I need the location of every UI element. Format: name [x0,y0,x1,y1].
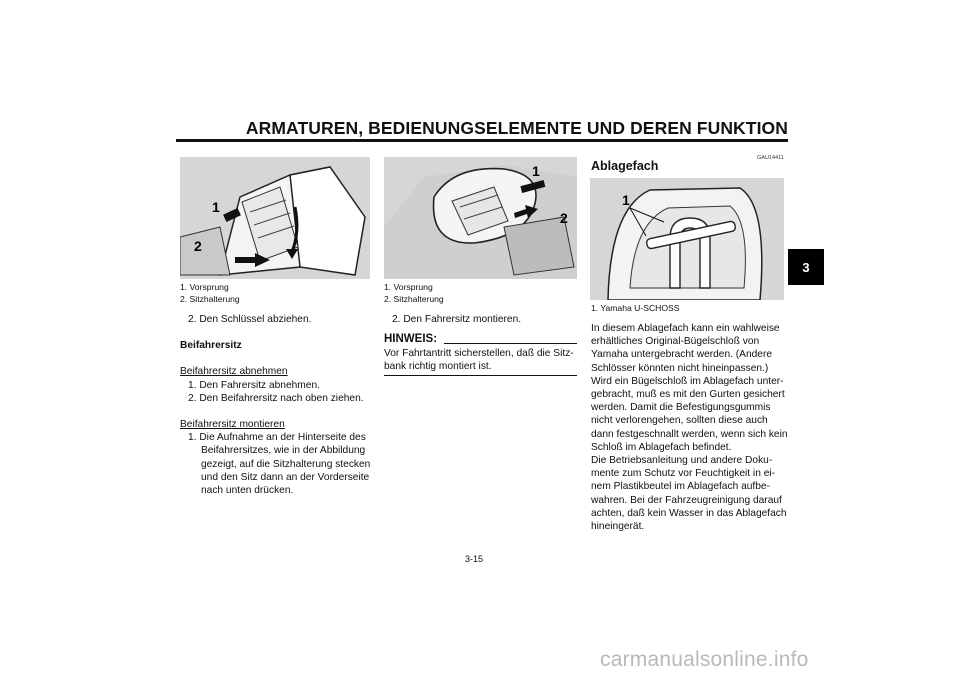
install-step-line: 1. Die Aufnahme an der Hinterseite des [188,432,366,444]
fig2-callout-2: 2 [560,210,568,226]
figure-3-illustration [590,178,784,300]
subheading-install: Beifahrersitz montieren [180,419,285,431]
figure-2-caption [384,282,444,305]
fig2-callout-1: 1 [532,163,540,179]
remove-step: 1. Den Fahrersitz abnehmen. [188,379,320,391]
note-top-rule [444,343,577,344]
watermark-link[interactable]: carmanualsonline.info [600,648,809,671]
body-line: nicht verlorengehen, sollten diese auch [591,415,768,427]
figure-rider-seat-mount [384,157,577,279]
install-step-line: nach unten drücken. [201,485,294,497]
caption-item: 1. Vorsprung [384,282,433,292]
caption-item: 1. Vorsprung [180,282,229,292]
note-body [384,347,579,373]
figure-storage-compartment [590,178,784,300]
body-line: mente zum Schutz vor Feuchtigkeit in ei- [591,468,776,480]
figure-1-illustration [180,157,370,279]
body-line: Die Betriebsanleitung und andere Doku- [591,455,773,467]
col2-step [384,313,577,326]
body-line: werden. Damit die Befestigungsgummis [591,402,771,414]
figure-1-caption [180,282,240,305]
section-heading-passenger-seat: Beifahrersitz [180,340,242,352]
body-line: erhältliches Original-Bügelschloß von [591,336,760,348]
body-line: dann festgeschnallt werden, wenn sich kein [591,428,788,440]
body-line: Yamaha untergebracht werden. (Andere [591,349,773,361]
col1-text [180,313,370,497]
step-remove-key: 2. Den Schlüssel abziehen. [188,314,312,325]
body-line: wahren. Bei der Fahrzeugreinigung darauf [591,494,782,506]
body-line: Schloß im Ablagefach befindet. [591,441,732,453]
install-step-line: gezeigt, auf die Sitzhalterung stecken [201,458,371,470]
section-code: GAU14411 [757,155,784,161]
fig3-callout-1: 1 [622,192,630,208]
install-step-line: Beifahrersitzes, wie in der Abbildung [201,445,366,457]
note-line: bank richtig montiert ist. [384,361,492,373]
figure-2-illustration [384,157,577,279]
fig1-callout-2: 2 [194,238,202,254]
note-bottom-rule [384,375,577,376]
section-title-storage: Ablagefach [591,159,659,173]
caption-item: 1. Yamaha U-SCHOSS [591,303,680,313]
note-line: Vor Fahrtantritt sicherstellen, daß die Sitz- [384,348,574,359]
page-title: ARMATUREN, BEDIENUNGSELEMENTE UND DEREN FUNKTION [245,118,788,138]
col3-body [591,322,789,533]
caption-item: 2. Sitzhalterung [180,293,240,304]
header-rule [176,139,788,142]
page-number: 3-15 [465,554,484,564]
install-step-line: und den Sitz dann an der Vorderseite [201,471,370,483]
step-mount-rider-seat: 2. Den Fahrersitz montieren. [392,314,522,325]
body-line: Schlösser könnten nicht hineinpassen.) [591,362,769,374]
body-line: hineingerät. [591,521,645,533]
body-line: gebracht, muß es mit den Gurten gesichert [591,389,785,401]
figure-passenger-seat-remove [180,157,370,279]
remove-step: 2. Den Beifahrersitz nach oben ziehen. [188,392,364,404]
chapter-tab: 3 [788,249,824,285]
body-line: nem Plastikbeutel im Ablagefach aufbe- [591,481,770,493]
note-title: HINWEIS: [384,333,438,345]
body-line: Wird ein Bügelschloß im Ablagefach unter- [591,375,784,387]
caption-item: 2. Sitzhalterung [384,293,444,304]
figure-3-caption [591,303,680,315]
body-line: In diesem Ablagefach kann ein wahlweise [591,323,780,334]
subheading-remove: Beifahrersitz abnehmen [180,366,288,378]
fig1-callout-1: 1 [212,199,220,215]
body-line: achten, daß kein Wasser in das Ablagefach [591,507,787,519]
